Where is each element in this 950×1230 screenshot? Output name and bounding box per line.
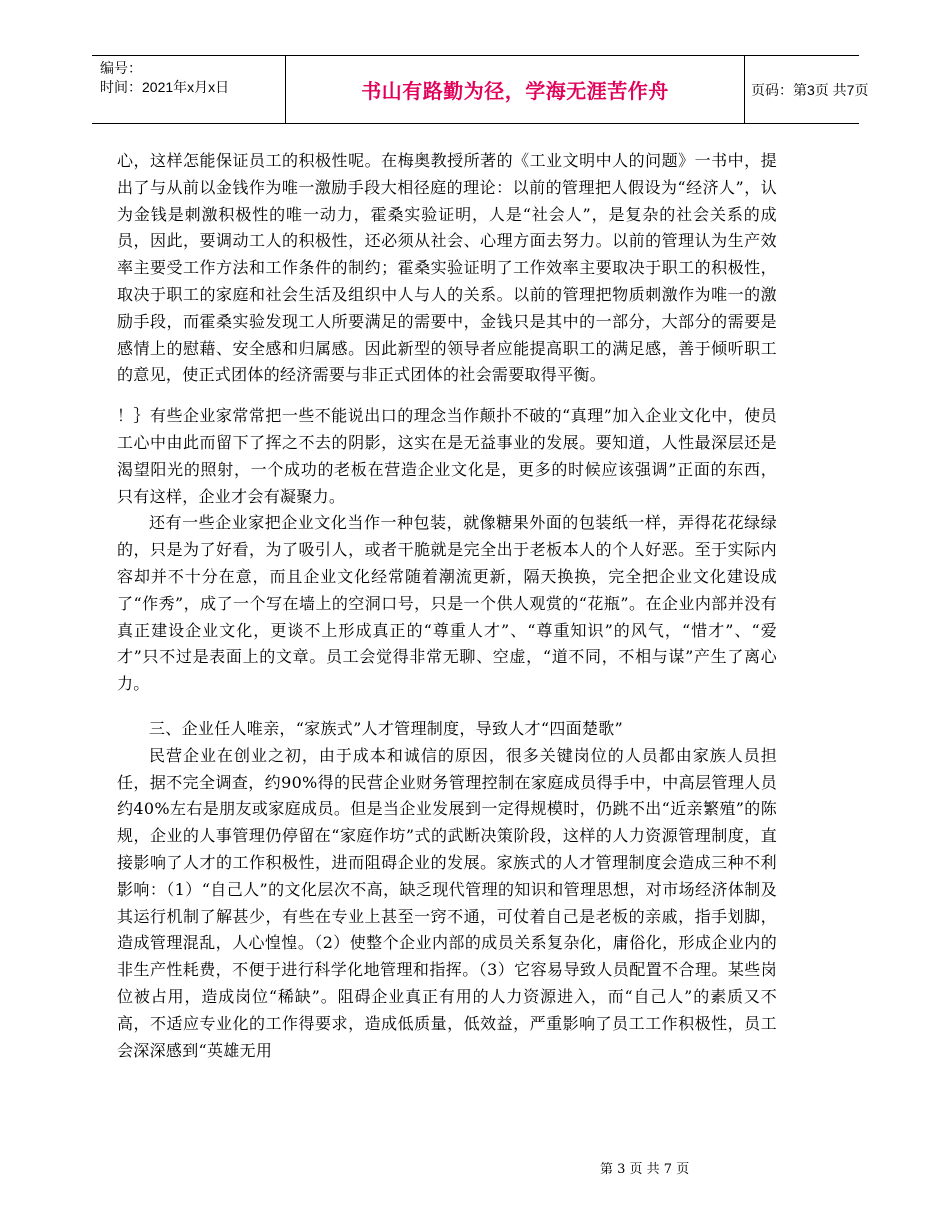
header-motto: 书山有路勤为径，学海无涯苦作舟 <box>361 79 669 103</box>
document-body <box>117 148 777 1064</box>
document-number-label: 编号： <box>100 60 142 76</box>
section-heading: 三、企业任人唯亲，“家族式”人才管理制度，导致人才“四面楚歌” <box>149 718 624 738</box>
page-header <box>92 55 869 124</box>
header-meta <box>92 56 285 123</box>
body-paragraph: 心，这样怎能保证员工的积极性呢。在梅奥教授所著的《工业文明中人的问题》一书中，提出了与从前以金钱作为唯一激励手段大相径庭的理论：以前的管理把人假设为“经济人”，认为金钱是刺激积极性的唯一动力，霍桑实验证明，人是“社会人”，是复杂的社会关系的成员，因此，要调动工人的积极性，还必须从社会、心理方面去努力。以前的管理认为生产效率主要受工作方法和工作条件的制约；霍桑实验证明了工作效率主要取决于职工的积极性，取决于职工的家庭和社会生活及组织中人与人的关系。以前的管理把物质刺激作为唯一的激励手段，而霍桑实验发现工人所要满足的需要中，金钱只是其中的一部分，大部分的需要是感情上的慰藉、安全感和归属感。因此新型的领导者应能提高职工的满足感，善于倾听职工的意见，使正式团体的经济需要与非正式团体的社会需要取得平衡。 <box>117 151 777 385</box>
body-paragraph: 民营企业在创业之初，由于成本和诚信的原因，很多关键岗位的人员都由家族人员担任，据不完全调查，约90%得的民营企业财务管理控制在家庭成员得手中，中高层管理人员约40%左右是朋友或家庭成员。但是当企业发展到一定得规模时，仍跳不出“近亲繁殖”的陈规，企业的人事管理仍停留在“家庭作坊”式的武断决策阶段，这样的人力资源管理制度，直接影响了人才的工作积极性，进而阻碍企业的发展。家族式的人才管理制度会造成三种不利影响：（1）“自己人”的文化层次不高，缺乏现代管理的知识和管理思想，对市场经济体制及其运行机制了解甚少，有些在专业上甚至一窍不通，可仗着自己是老板的亲戚，指手划脚，造成管理混乱，人心惶惶。（2）使整个企业内部的成员关系复杂化，庸俗化，形成企业内的非生产性耗费，不便于进行科学化地管理和指挥。（3）它容易导致人员配置不合理。某些岗位被占用，造成岗位“稀缺”。阻碍企业真正有用的人力资源进入，而“自己人”的素质又不高，不适应专业化的工作得要求，造成低质量，低效益，严重影响了员工工作积极性，员工会深深感到“英雄无用 <box>117 745 777 1060</box>
body-paragraph: ！｝有些企业家常常把一些不能说出口的理念当作颠扑不破的“真理”加入企业文化中，使员工心中由此而留下了挥之不去的阴影，这实在是无益事业的发展。要知道，人性最深层还是渴望阳光的照射，一个成功的老板在营造企业文化是，更多的时候应该强调”正面的东西，只有这样，企业才会有凝聚力。 <box>117 406 777 506</box>
page-footer: 第 3 页 共 7 页 <box>600 1162 690 1177</box>
header-motto-cell <box>285 56 745 123</box>
header-page-info: 页码：第3页 共7页 <box>751 81 869 98</box>
body-paragraph: 还有一些企业家把企业文化当作一种包装，就像糖果外面的包装纸一样，弄得花花绿绿的，只是为了好看，为了吸引人，或者干脆就是完全出于老板本人的个人好恶。至于实际内容却并不十分在意，而且企业文化经常随着潮流更新，隔天换换，完全把企业文化建设成了“作秀”，成了一个写在墙上的空洞口号，只是一个供人观赏的“花瓶”。在企业内部并没有真正建设企业文化，更谈不上形成真正的“尊重人才”、“尊重知识”的风气，“惜才”、“爱才”只不过是表面上的文章。员工会觉得非常无聊、空虚，“道不同，不相与谋”产生了离心力。 <box>117 513 777 694</box>
header-page-cell <box>745 56 869 123</box>
document-date-label: 时间：2021年x月x日 <box>100 79 230 95</box>
